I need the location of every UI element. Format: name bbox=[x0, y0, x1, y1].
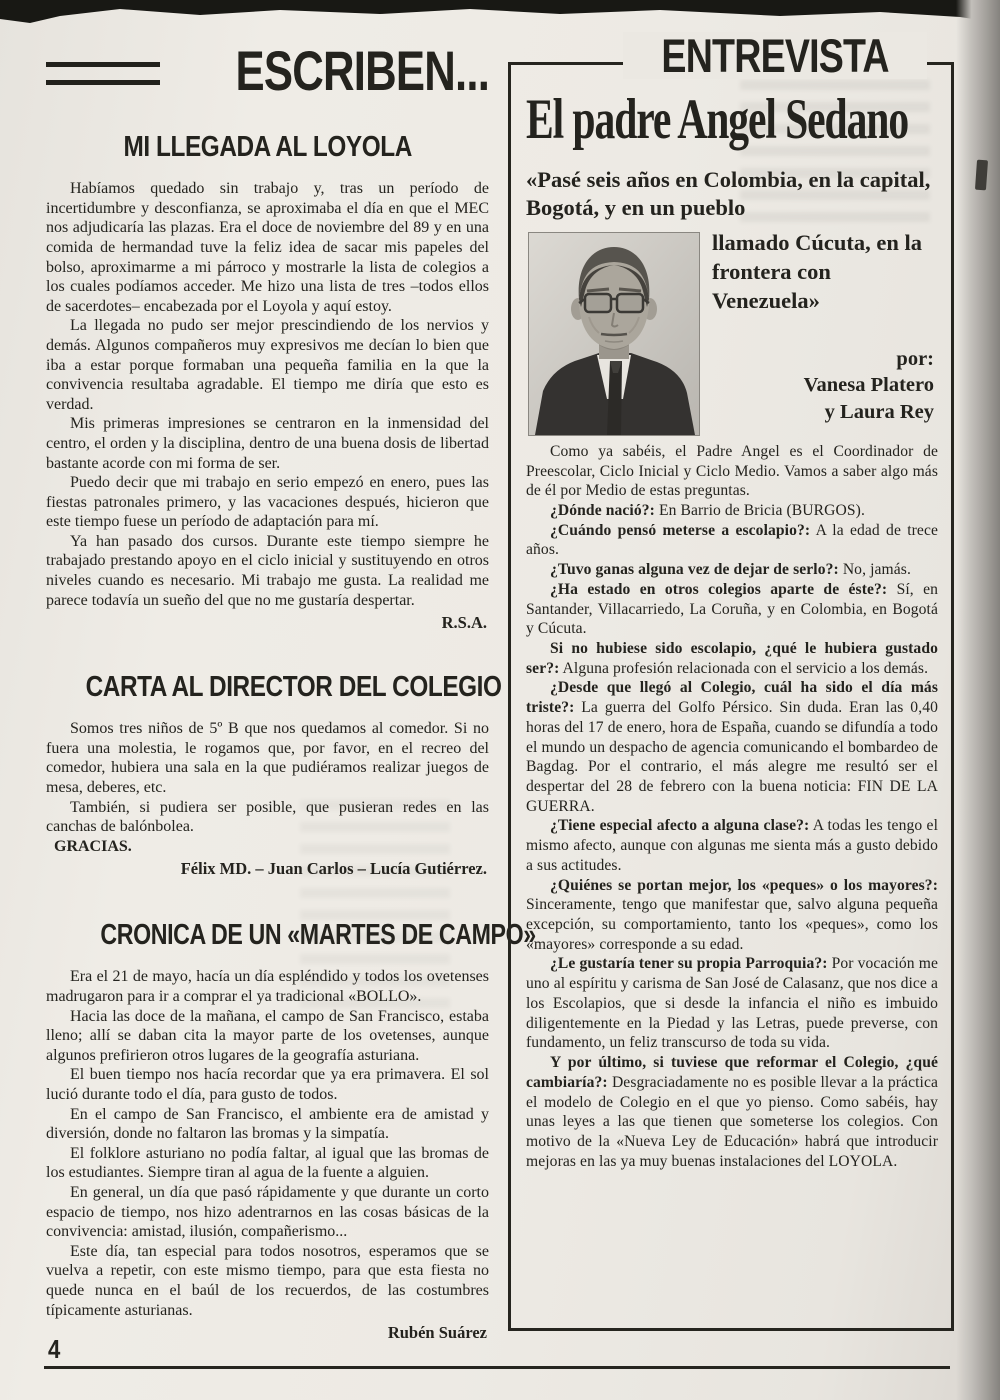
double-rule bbox=[46, 62, 160, 85]
qa-item bbox=[526, 560, 938, 580]
question: ¿Cuándo pensó meterse a escolapio?: bbox=[550, 521, 811, 539]
article-signature: R.S.A. bbox=[441, 613, 487, 633]
paragraph: Ya han pasado dos cursos. Durante este tiempo siempre he trabajado prestando apoyo en el ciclo inicial y sustituyendo en otros niveles cuando es necesario. Mi trabajo me gusta. La realidad me parece todavía un sueño del que no me gustaría despertar. bbox=[46, 532, 489, 609]
answer: En Barrio de Bricia (BURGOS). bbox=[658, 501, 865, 519]
paragraph: Este día, tan especial para todos nosotros, esperamos que se vuelva a repetir, con este mismo tiempo, para que esta fiesta no quede nunca en el baúl de los recuerdos, de las costumbres típicamente asturianas. bbox=[46, 1242, 489, 1319]
article-title-mi-llegada: MI LLEGADA AL LOYOLA bbox=[123, 131, 412, 164]
paragraph: En el campo de San Francisco, el ambiente era de amistad y diversión, donde no faltaron las bromas y la simpatía. bbox=[46, 1105, 489, 1143]
qa-item bbox=[526, 639, 938, 678]
interview-intro: Como ya sabéis, el Padre Angel es el Coordinador de Preescolar, Ciclo Inicial y Ciclo Medio. Vamos a saber algo más de él por Medio de estas preguntas. bbox=[526, 442, 938, 500]
paragraph: Mis primeras impresiones se centraron en la inmensidad del centro, el orden y la disciplina, dentro de una buena dosis de libertad bastante acorde con mi forma de ser. bbox=[46, 415, 489, 472]
footer-rule bbox=[44, 1366, 950, 1369]
paragraph: Hacia las doce de la mañana, el campo de San Francisco, estaba lleno; allí se daban cita la mayor parte de los ovetenses, aunque algunos prefirieron otros lugares de la geografía asturiana. bbox=[46, 1007, 489, 1064]
question: ¿Ha estado en otros colegios aparte de éste?: bbox=[550, 580, 888, 598]
paragraph: El buen tiempo nos hacía recordar que ya era primavera. El sol lució durante todo el día, para gusto de todos. bbox=[46, 1066, 489, 1103]
section-header-escriben bbox=[46, 39, 489, 102]
answer: A la edad de trece años. bbox=[526, 521, 938, 559]
qa-item bbox=[526, 1053, 938, 1171]
question: ¿Tiene especial afecto a alguna clase?: bbox=[550, 817, 810, 835]
paragraph: Somos tres niños de 5º B que nos quedamos al comedor. Si no fuera una molestia, le rogamos que, por favor, en el recreo del comedor, hubiera una sala en la que pudiéramos realizar juegos de mesa, deberes, etc. bbox=[46, 720, 489, 797]
section-header-escriben-text: ESCRIBEN... bbox=[235, 39, 489, 102]
answer: Desgraciadamente no es posible llevar a la práctica el modelo de Colegio en el que yo pienso. Como sabéis, hay unas leyes a las que tienen que someterse los colegios. Con motivo de la «Nueva Ley de Educación» habrá que introducir mejoras en las ya muy buenas instalaciones del LOYOLA. bbox=[526, 1073, 939, 1170]
section-header-entrevista: ENTREVISTA bbox=[623, 32, 927, 79]
qa-item bbox=[526, 521, 938, 560]
answer: Alguna profesión relacionada con el servicio a los demás. bbox=[562, 659, 929, 677]
pull-quote-intro: «Pasé seis años en Colombia, en la capital, Bogotá, y en un pueblo bbox=[526, 167, 931, 220]
qa-item bbox=[526, 501, 938, 521]
interview-title: El padre Angel Sedano bbox=[526, 88, 909, 151]
paragraph: En general, un día que pasó rápidamente y que durante un corto espacio de tiempo, nos hizo adentrarnos en las cosas básicas de la convivencia: amistad, ilusión, compañerismo... bbox=[46, 1183, 489, 1241]
qa-item bbox=[526, 678, 938, 816]
question: ¿Quiénes se portan mejor, los «peques» o los mayores?: bbox=[550, 876, 938, 894]
answer: No, jamás. bbox=[842, 561, 911, 579]
left-column bbox=[46, 39, 536, 1343]
portrait-illustration bbox=[529, 233, 699, 435]
scan-smudge bbox=[975, 160, 988, 191]
paragraph: También, si pudiera ser posible, que pusieran redes en las canchas de balónbolea. bbox=[46, 798, 489, 836]
question: ¿Dónde nació?: bbox=[550, 501, 655, 519]
answer: Por vocación me uno al espíritu y carisma de San José de Calasanz, que nos dice a los Escolapios, que si desde la infancia el niño es imbuido diligentemente en la Piedad y las Letras, puede preverse, con fundamento, un feliz transcurso de toda su vida. bbox=[526, 955, 938, 1052]
interview-content bbox=[511, 65, 951, 1171]
paragraph: La llegada no pudo ser mejor prescindiendo de los nervios y demás. Algunos compañeros muy expresivos me decían lo bien que iba a estar porque formaban una pequeña familia en la que la convivencia resultaba agradable. El tiempo me diría que esto es verdad. bbox=[46, 317, 489, 413]
article-title-cronica-martes: CRONICA DE UN «MARTES DE CAMPO» bbox=[100, 919, 536, 952]
interview-box bbox=[508, 29, 954, 1331]
padre-angel-photo bbox=[528, 232, 700, 436]
paragraph: Era el 21 de mayo, hacía un día espléndido y todos los ovetenses madrugaron para ir a comprar el ya tradicional «BOLLO». bbox=[46, 968, 489, 1005]
qa-item bbox=[526, 580, 938, 639]
byline-author: Vanesa Platero bbox=[803, 374, 934, 397]
question: ¿Tuvo ganas alguna vez de dejar de serlo?: bbox=[550, 561, 839, 579]
answer: Sinceramente, tengo que manifestar que, salvo alguna pequeña excepción, su comportamiento, tanto los «peques», como los «mayores» corresponde a su edad. bbox=[526, 896, 938, 953]
qa-item bbox=[526, 816, 938, 875]
pull-quote-rest: llamado Cúcuta, en la frontera con Venezuela» bbox=[712, 229, 923, 314]
byline-author: y Laura Rey bbox=[824, 400, 934, 423]
page-number: 4 bbox=[48, 1334, 61, 1364]
qa-item bbox=[526, 876, 938, 955]
question: Si no hubiese sido escolapio, ¿qué le hubiera gustado ser?: bbox=[526, 639, 938, 677]
qa-item bbox=[526, 954, 938, 1053]
answer: La guerra del Golfo Pérsico. Sin duda. Eran las 0,40 horas del 17 de enero, hora de España, cuando se difundía a todo el mundo un despacho de agencia comunicando el bombardeo de Bagdag. Por el contrario, el más alegre me resultó ser el despertar del 28 de febrero con la buena noticia: FIN DE LA GUERRA. bbox=[526, 699, 938, 815]
scan-edge-right bbox=[956, 0, 1000, 1400]
paragraph: Puedo decir que mi trabajo en serio empezó en enero, pues las fiestas patronales primero, y las vacaciones después, hicieron que este tiempo fuese un período de adaptación para mí. bbox=[46, 474, 489, 531]
answer: Sí, en Santander, Villacarriedo, La Coruña, y en Colombia, en Bogotá y Cúcuta. bbox=[526, 580, 939, 638]
question: ¿Le gustaría tener su propia Parroquia?: bbox=[550, 955, 828, 973]
byline-label: por: bbox=[896, 347, 934, 370]
article-signature: Rubén Suárez bbox=[387, 1323, 487, 1343]
thanks-line: GRACIAS. bbox=[54, 837, 132, 855]
paragraph: El folklore asturiano no podía faltar, al igual que las bromas de los estudiantes. Siempre tiran al agua de la fuente a alguien. bbox=[46, 1144, 489, 1182]
question: Y por último, si tuviese que reformar el Colegio, ¿qué cambiaría?: bbox=[526, 1054, 938, 1091]
scan-edge-top bbox=[0, 0, 1000, 26]
article-title-carta-director: CARTA AL DIRECTOR DEL COLEGIO bbox=[85, 671, 502, 704]
question: ¿Desde que llegó al Colegio, cuál ha sido el día más triste?: bbox=[526, 679, 938, 717]
paragraph: Habíamos quedado sin trabajo y, tras un período de incertidumbre y desconfianza, se aproximaba el día en que el MEC nos adjudicaría las plazas. Era el doce de noviembre del 89 y en una comida de hermandad tuve la feliz idea de sacar mis papeles del bolso, aproximarme a mi párroco y mostrarle la lista de colegios a los cuales podíamos acceder. Me hizo una lista de tres –todos ellos de sacerdotes– encabezada por el Loyola y aquí estoy. bbox=[46, 180, 489, 315]
answer: A todas les tengo el mismo afecto, aunque con algunas me sienta más a gusto debido a sus actitudes. bbox=[526, 817, 938, 874]
article-signature: Félix MD. – Juan Carlos – Lucía Gutiérrez. bbox=[180, 859, 487, 879]
